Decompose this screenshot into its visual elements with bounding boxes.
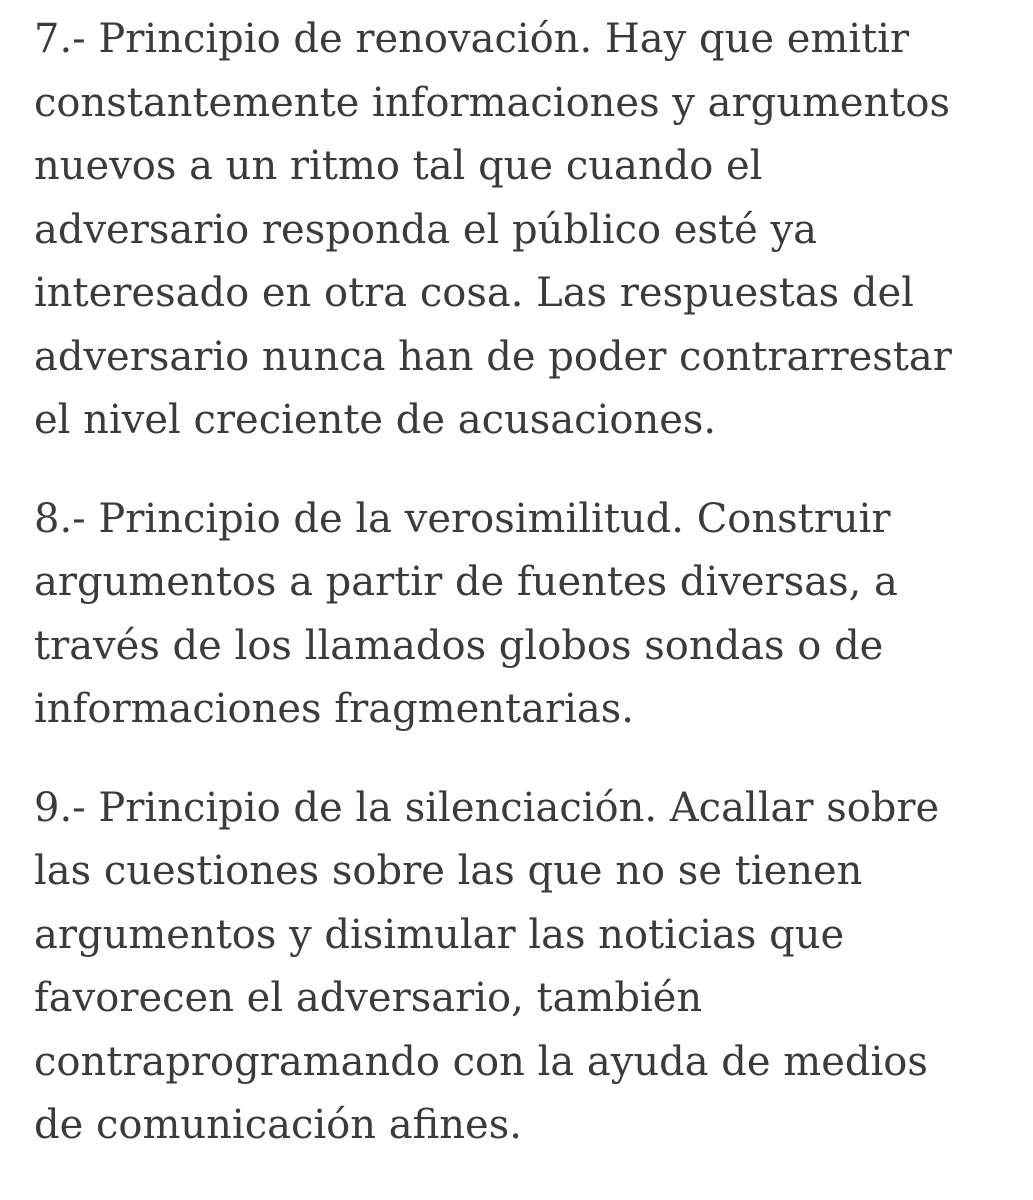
principle-8-paragraph: 8.- Principio de la verosimilitud. Construir argumentos a partir de fuentes diversas, a través de los llamados globos sondas o de informaciones fragmentarias. xyxy=(34,495,898,732)
paragraph-spacer xyxy=(34,742,1033,777)
principle-9-paragraph: 9.- Principio de la silenciación. Acallar sobre las cuestiones sobre las que no se tienen argumentos y disimular las noticias que favorecen el adversario, también contraprogramando con la ayuda de medios de comunicación afines. xyxy=(34,784,940,1148)
principle-7-paragraph: 7.- Principio de renovación. Hay que emitir constantemente informaciones y argumentos nuevos a un ritmo tal que cuando el adversario responda el público esté ya interesado en otra cosa. Las respuestas del adversario nunca han de poder contrarrestar el nivel creciente de acusaciones. xyxy=(34,16,952,443)
paragraph-spacer xyxy=(34,453,1033,488)
